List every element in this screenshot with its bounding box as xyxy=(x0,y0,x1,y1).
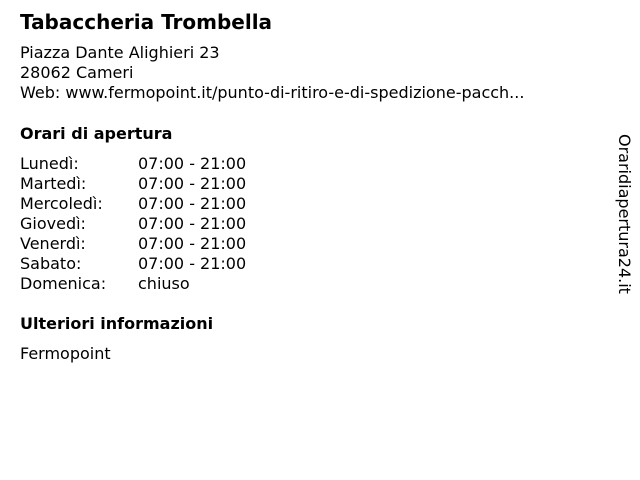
time-value: 07:00 - 21:00 xyxy=(138,234,247,253)
time-value: 07:00 - 21:00 xyxy=(138,174,247,193)
address-city: 28062 Cameri xyxy=(20,63,134,82)
shop-card xyxy=(20,10,600,364)
hours-row-friday xyxy=(20,234,600,254)
hours-row-monday xyxy=(20,154,600,174)
website-link[interactable]: Web: www.fermopoint.it/punto-di-ritiro-e-di-spedizione-pacch... xyxy=(20,83,525,102)
additional-info-text: Fermopoint xyxy=(20,344,111,363)
day-label: Giovedì: xyxy=(20,214,86,233)
day-label: Martedì: xyxy=(20,174,87,193)
shop-name: Tabaccheria Trombella xyxy=(20,10,273,34)
hours-row-saturday xyxy=(20,254,600,274)
day-label: Venerdì: xyxy=(20,234,86,253)
hours-row-thursday xyxy=(20,214,600,234)
day-label: Domenica: xyxy=(20,274,107,293)
hours-row-sunday xyxy=(20,274,600,294)
day-label: Mercoledì: xyxy=(20,194,103,213)
time-value: chiuso xyxy=(138,274,190,293)
day-label: Sabato: xyxy=(20,254,82,273)
hours-row-tuesday xyxy=(20,174,600,194)
time-value: 07:00 - 21:00 xyxy=(138,254,247,273)
hours-row-wednesday xyxy=(20,194,600,214)
day-label: Lunedì: xyxy=(20,154,79,173)
additional-info-title: Ulteriori informazioni xyxy=(20,314,214,333)
time-value: 07:00 - 21:00 xyxy=(138,194,247,213)
site-watermark: Oraridiapertura24.it xyxy=(615,134,634,294)
time-value: 07:00 - 21:00 xyxy=(138,154,247,173)
opening-hours-table xyxy=(20,154,600,294)
address-street: Piazza Dante Alighieri 23 xyxy=(20,43,220,62)
time-value: 07:00 - 21:00 xyxy=(138,214,247,233)
opening-hours-title: Orari di apertura xyxy=(20,124,173,143)
